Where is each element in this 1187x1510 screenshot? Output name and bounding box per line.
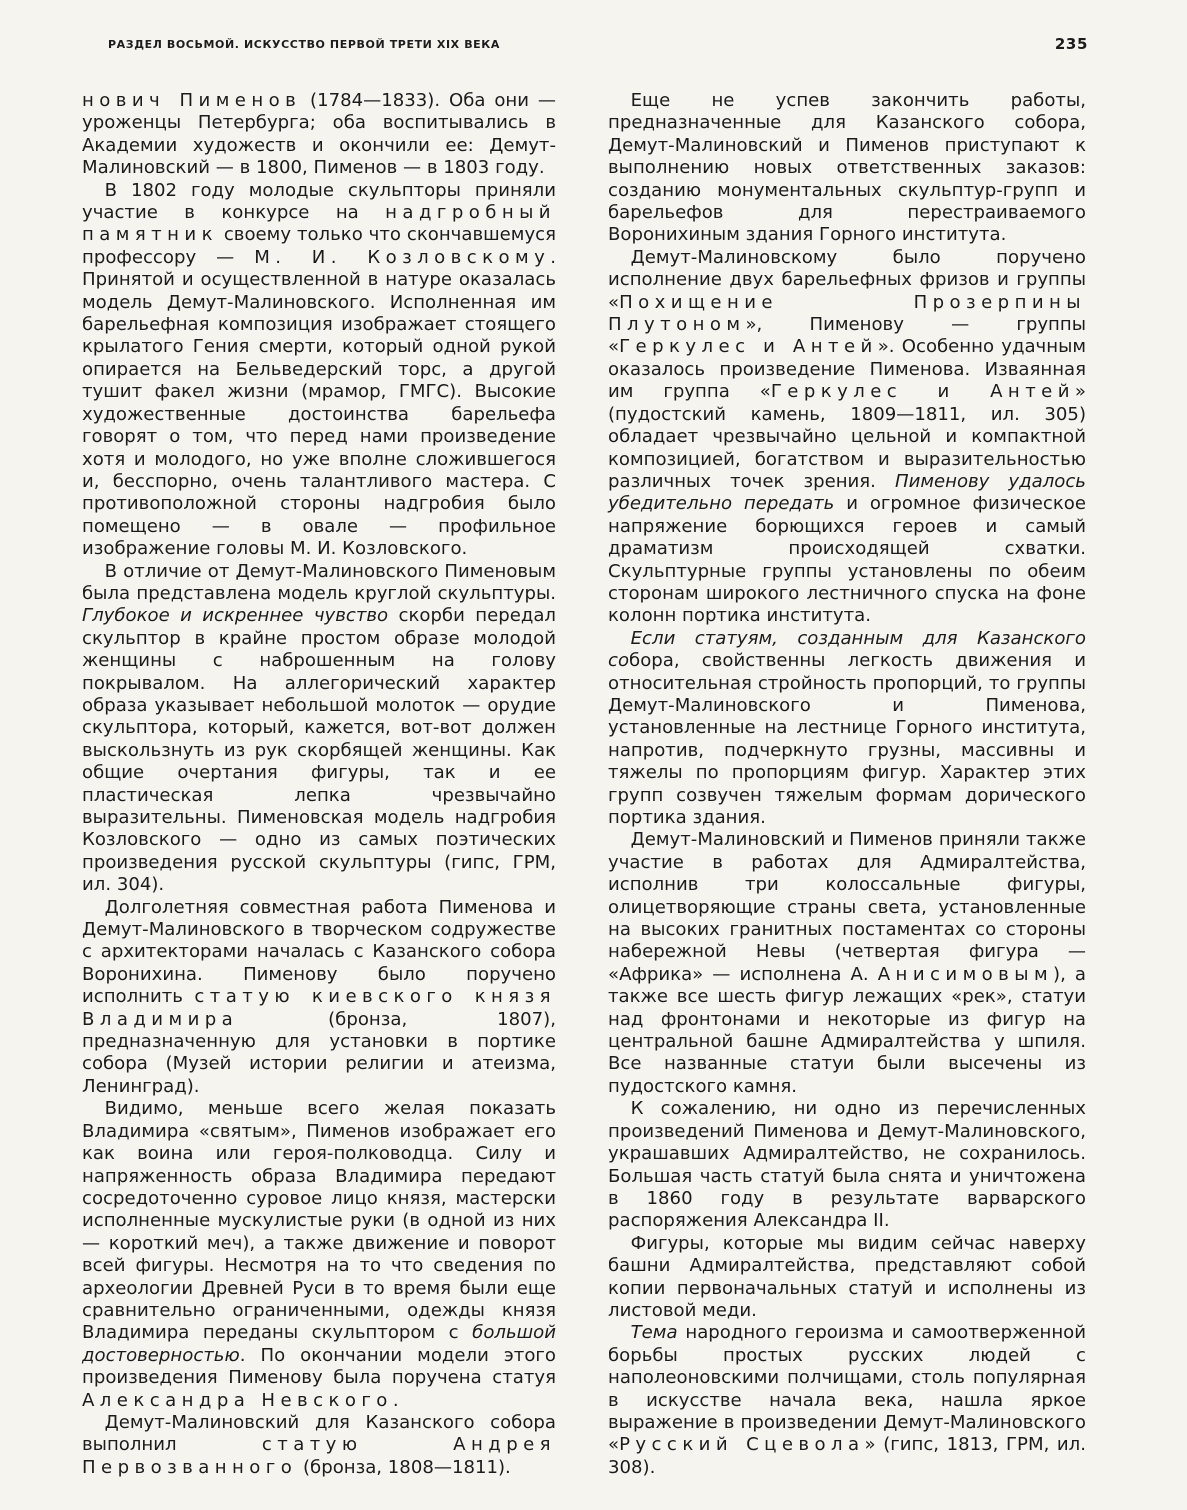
- paragraph: [82, 180, 556, 561]
- text-run: и огромное физическое напряжение борющихся героев и самый драматизм происходящей схватки. Скульптурные группы установлены по обеим сторонам широкого лестничного спуска на фоне колонн портика института.: [608, 493, 1087, 627]
- text-run: скорби передал скульптор в крайне простом образе молодой женщины с наброшенным на голову покрывалом. На аллегорический характер образа указывает небольшой молоток — орудие скульптора, который, кажется, вот-вот должен выскользнуть из рук скорбящей женщины. Как общие очертания фигуры, так и ее пластическая лепка чрезвычайно выразительны. Пименовская модель надгробия Козловского — одно из самых поэтических произведения русской скульптуры (гипс, ГРМ, ил. 304).: [82, 605, 556, 896]
- spaced-text: Похищение Прозерпины Плутоном: [608, 291, 1086, 336]
- text-run: бора, свойственны легкость движения и относительная стройность пропорций, то группы Демут-Малиновского и Пименова, установленные на лестнице Горного института, напротив, подчеркнуто грузны, массивны и тяжелы по пропорциям фигур. Характер этих групп созвучен тяжелым формам дорического портика здания.: [608, 650, 1086, 828]
- spaced-text: Геркулес и Антей: [619, 336, 878, 358]
- text-run: Демут-Малиновский для Казанского собора выполнил: [82, 1411, 556, 1456]
- italic-text: Если статуям, созданным для Казанского со: [608, 627, 1086, 672]
- text-run: ». Особенно удачным оказалось произведение Пименова. Изваянная им группа «: [608, 336, 1086, 403]
- text-run: ), а также все шесть фигур лежащих «рек», статуи над фронтонами и некоторые из фигур на центральной башне Адмиралтейства у шпиля. Все названные статуи были высечены из пудостского камня.: [608, 963, 1086, 1097]
- text-run: Фигуры, которые мы видим сейчас наверху башни Адмиралтейства, представляют собой копии первоначальных статуй и исполнены из листовой меди.: [608, 1232, 1086, 1321]
- spaced-text: Русский Сцевола: [619, 1434, 865, 1456]
- text-run: » (пудостский камень, 1809—1811, ил. 305) обладает чрезвычайно цельной и компактной композицией, богатством и выразительностью различных точек зрения.: [608, 381, 1086, 492]
- text-run: К сожалению, ни одно из перечисленных произведений Пименова и Демут-Малиновского, украшавших Адмиралтейство, не сохранилось. Большая часть статуй была снята и уничтожена в 1860 году в результате варварского распоряжения Александра II.: [608, 1098, 1086, 1232]
- spaced-text: М. И. Козловскому: [254, 246, 551, 268]
- text-run: Демут-Малиновский и Пименов приняли также участие в работах для Адмиралтейства, исполнив три колоссальные фигуры, олицетворяющие страны света, установленные на высоких гранитных постаментах со стороны набережной Невы (четвертая фигура — «Африка» — исполнена А.: [608, 829, 1086, 985]
- paragraph: [608, 628, 1086, 830]
- spaced-text: Александра Невского: [82, 1389, 393, 1411]
- text-run: народного героизма и самоотверженной борьбы простых русских людей с наполеоновскими полчищами, столь популярная в искусстве начала века, нашла яркое выражение в произведении Демут-Малиновского «: [608, 1322, 1086, 1456]
- spaced-text: надгробный памятник: [82, 202, 556, 246]
- paragraph: [82, 1412, 556, 1479]
- paragraph: [608, 1322, 1086, 1479]
- paragraph: [608, 829, 1086, 1098]
- paragraph: [608, 1098, 1086, 1232]
- paragraph: [82, 90, 556, 180]
- text-run: своему только что скончавшемуся профессору —: [82, 224, 556, 268]
- section-title: РАЗДЕЛ ВОСЬМОЙ. ИСКУССТВО ПЕРВОЙ ТРЕТИ XIX ВЕКА: [108, 38, 500, 51]
- text-run: (бронза, 1807), предназначенную для установки в портике собора (Музей истории религии и атеизма, Ленинград).: [82, 1008, 556, 1097]
- text-run: Демут-Малиновскому было поручено исполнение двух барельефных фризов и группы «: [608, 246, 1086, 313]
- italic-text: Тема: [630, 1322, 678, 1344]
- text-run: » (гипс, 1813, ГРМ, ил. 308).: [608, 1434, 1086, 1478]
- italic-text: большой достоверностью: [82, 1322, 556, 1366]
- paragraph: [608, 90, 1086, 247]
- text-run: Видимо, меньше всего желая показать Владимира «святым», Пименов изображает его как воина или героя-полководца. Силу и напряженность образа Владимира передают сосредоточенно суровое лицо князя, мастерски исполненные мускулистые руки (в одной из них — короткий меч), а также движение и поворот всей фигуры. Несмотря на то что сведения по археологии Древней Руси в то время были еще сравнительно ограниченными, одежды князя Владимира переданы скульптором с: [82, 1098, 556, 1344]
- text-run: В отличие от Демут-Малиновского Пименовым была представлена модель круглой скульптуры.: [82, 560, 556, 604]
- paragraph: [608, 1233, 1086, 1323]
- text-run: (бронза, 1808—1811).: [297, 1456, 511, 1478]
- paragraph: [82, 897, 556, 1099]
- page-number: 235: [1054, 35, 1088, 53]
- text-run: Еще не успев закончить работы, предназначенные для Казанского собора, Демут-Малиновский и Пименов приступают к выполнению новых ответственных заказов: созданию монументальных скульптур-групп и барельефов для перестраиваемого Воронихиным здания Горного института.: [608, 90, 1086, 246]
- paragraph: [82, 1098, 556, 1412]
- italic-text: Пименову удалось убедительно передать: [608, 470, 1086, 515]
- text-run: », Пименову — группы «: [608, 314, 1086, 358]
- italic-text: Глубокое и искреннее чувство: [82, 605, 389, 627]
- text-run: (1784—1833). Оба они — уроженцы Петербурга; оба воспитывались в Академии художеств и окончили ее: Демут-Малиновский — в 1800, Пименов — в 1803 году.: [82, 90, 556, 179]
- text-run: . Принятой и осуществленной в натуре оказалась модель Демут-Малиновского. Исполненная им барельефная композиция изображает стоящего крылатого Гения смерти, который одной рукой опирается на Бельведерский торс, а другой тушит факел жизни (мрамор, ГМГС). Высокие художественные достоинства барельефа говорят о том, что перед нами произведение хотя и молодого, но уже вполне сложившегося и, бесспорно, очень талантливого мастера. С противоположной стороны надгробия было помещено — в овале — профильное изображение головы М. И. Козловского.: [82, 246, 556, 560]
- text-run: .: [392, 1389, 399, 1411]
- spaced-text: нович Пименов: [82, 90, 302, 111]
- right-column: [608, 90, 1086, 1479]
- left-column: [82, 90, 556, 1479]
- spaced-text: Анисимовым: [877, 963, 1054, 985]
- text-run: В 1802 году молодые скульпторы приняли участие в конкурсе на: [82, 179, 556, 224]
- paragraph: [608, 247, 1086, 628]
- paragraph: [82, 561, 556, 897]
- spaced-text: статую киевского князя Владимира: [82, 986, 556, 1030]
- spaced-text: Геркулес и Антей: [770, 381, 1075, 403]
- spaced-text: статую Андрея Первозванного: [82, 1434, 556, 1478]
- text-run: . По окончании модели этого произведения Пименову была поручена статуя: [82, 1344, 556, 1389]
- text-run: Долголетняя совместная работа Пименова и Демут-Малиновского в творческом содружестве с архитекторами началась с Казанского собора Воронихина. Пименову было поручено исполнить: [82, 896, 556, 1008]
